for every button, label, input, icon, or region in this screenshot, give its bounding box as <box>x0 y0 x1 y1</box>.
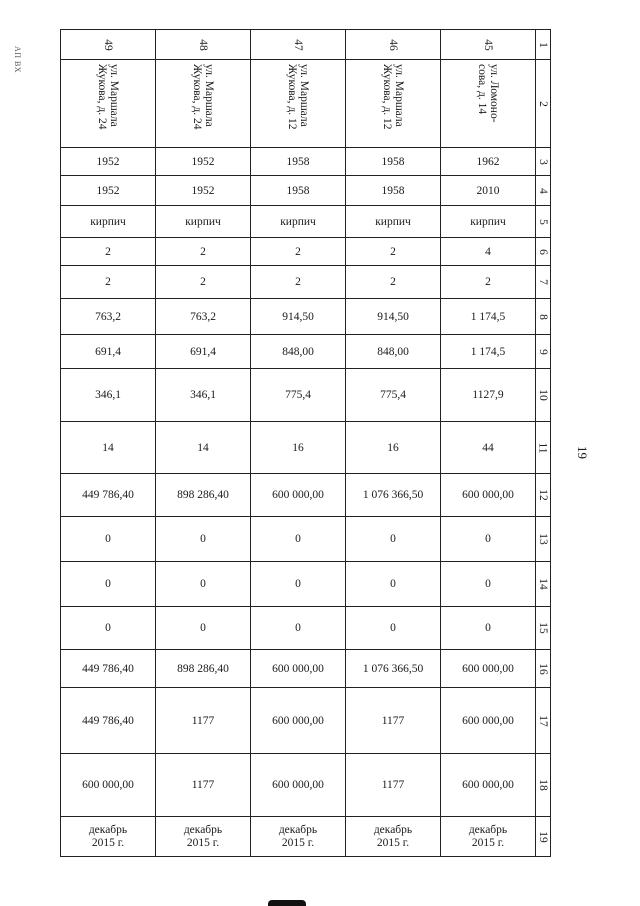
row-index: 8 <box>537 313 549 320</box>
table-cell: 600 000,00 <box>251 688 346 754</box>
address-text <box>381 62 405 146</box>
address-cell <box>346 60 441 148</box>
table-cell: 691,4 <box>156 335 251 369</box>
address-line: ул. Маршала <box>393 63 405 127</box>
table-row-1 <box>61 30 551 60</box>
row-index-cell <box>536 335 551 369</box>
table-cell: 449 786,40 <box>61 650 156 688</box>
column-number-cell <box>441 30 536 60</box>
table-row-14 <box>61 562 551 607</box>
table-cell: кирпич <box>251 206 346 238</box>
table-cell: 1 174,5 <box>441 299 536 335</box>
table-row-18 <box>61 754 551 817</box>
table-row-8 <box>61 299 551 335</box>
repair-date-cell <box>156 817 251 857</box>
table-row-17 <box>61 688 551 754</box>
table-cell: 0 <box>156 517 251 562</box>
row-index-cell <box>536 474 551 517</box>
table-cell: 1952 <box>61 176 156 206</box>
table-cell: 0 <box>156 607 251 650</box>
table-row-15 <box>61 607 551 650</box>
table-cell: 2 <box>251 238 346 266</box>
row-index-cell <box>536 754 551 817</box>
row-index: 6 <box>537 248 549 255</box>
table-cell: 0 <box>251 562 346 607</box>
row-index-cell <box>536 607 551 650</box>
table-cell: 763,2 <box>61 299 156 335</box>
table-cell: 346,1 <box>61 369 156 422</box>
repair-date-line: декабрь <box>278 823 318 836</box>
address-line: сова, д. 14 <box>476 63 488 114</box>
repair-date-line: декабрь <box>468 823 508 836</box>
table-cell: 1127,9 <box>441 369 536 422</box>
table-cell: 775,4 <box>251 369 346 422</box>
binding-mark <box>268 900 306 906</box>
table-cell: 2 <box>61 238 156 266</box>
repair-date-cell <box>346 817 441 857</box>
table-cell: 1962 <box>441 148 536 176</box>
table-cell: кирпич <box>61 206 156 238</box>
column-number-cell <box>61 30 156 60</box>
table-cell: 1177 <box>156 754 251 817</box>
table-cell: 1 076 366,50 <box>346 650 441 688</box>
repair-date-line: декабрь <box>183 823 223 836</box>
table-cell: 848,00 <box>251 335 346 369</box>
table-cell: 1177 <box>346 688 441 754</box>
table-cell: 1958 <box>346 176 441 206</box>
table-row-5 <box>61 206 551 238</box>
table-cell: 691,4 <box>61 335 156 369</box>
table-cell: 600 000,00 <box>251 650 346 688</box>
table-cell: 898 286,40 <box>156 474 251 517</box>
row-index: 2 <box>537 100 549 107</box>
row-index: 15 <box>537 622 549 634</box>
table-row-16 <box>61 650 551 688</box>
row-index-cell <box>536 206 551 238</box>
address-line: Жукова, д. 24 <box>191 63 203 129</box>
row-index: 7 <box>537 279 549 285</box>
repair-date-line: 2015 г. <box>376 836 410 849</box>
column-number: 46 <box>387 38 399 51</box>
table-cell: кирпич <box>346 206 441 238</box>
address-cell <box>441 60 536 148</box>
table-cell: 0 <box>61 517 156 562</box>
address-text <box>96 62 120 146</box>
row-index: 16 <box>537 662 549 675</box>
repair-date-line: 2015 г. <box>281 836 315 849</box>
address-line: Жукова, д. 24 <box>96 63 108 129</box>
table-cell: 0 <box>61 562 156 607</box>
address-line: Жукова, д. 12 <box>381 63 393 129</box>
column-number: 48 <box>197 38 209 51</box>
column-number-cell <box>346 30 441 60</box>
address-line: ул. Маршала <box>203 63 215 127</box>
table-cell: 600 000,00 <box>251 754 346 817</box>
table-row-12 <box>61 474 551 517</box>
table-row-4 <box>61 176 551 206</box>
table-cell: 2 <box>346 238 441 266</box>
row-index-cell <box>536 688 551 754</box>
row-index: 5 <box>537 218 549 225</box>
repair-date-cell <box>251 817 346 857</box>
table-cell: 2 <box>61 266 156 299</box>
table-cell: 2 <box>156 266 251 299</box>
row-index: 11 <box>536 441 549 454</box>
table-cell: 0 <box>346 517 441 562</box>
row-index-cell <box>536 817 551 857</box>
column-number-cell <box>156 30 251 60</box>
table-cell: кирпич <box>441 206 536 238</box>
table-cell: 1958 <box>251 176 346 206</box>
table-cell: 44 <box>441 422 536 474</box>
table-cell: 600 000,00 <box>441 754 536 817</box>
table-row-7 <box>61 266 551 299</box>
row-index: 9 <box>537 348 549 355</box>
row-index: 12 <box>537 489 549 501</box>
table-cell: кирпич <box>156 206 251 238</box>
address-line: ул. Ломоно- <box>488 63 500 123</box>
table-cell: 0 <box>346 607 441 650</box>
row-index: 13 <box>537 533 549 545</box>
table-cell: 16 <box>346 422 441 474</box>
table-row-10 <box>61 369 551 422</box>
table-row-11 <box>61 422 551 474</box>
table-row-3 <box>61 148 551 176</box>
row-index: 1 <box>537 41 549 48</box>
row-index: 17 <box>537 714 549 727</box>
table-cell: 914,50 <box>346 299 441 335</box>
corner-mark: АП ВХ <box>13 46 22 73</box>
table-cell: 1952 <box>61 148 156 176</box>
row-index: 4 <box>537 187 549 194</box>
table-cell: 4 <box>441 238 536 266</box>
table-cell: 1 174,5 <box>441 335 536 369</box>
address-text <box>286 62 310 146</box>
table-cell: 848,00 <box>346 335 441 369</box>
table-cell: 2010 <box>441 176 536 206</box>
table-cell: 1958 <box>346 148 441 176</box>
table-cell: 449 786,40 <box>61 688 156 754</box>
row-index-cell <box>536 562 551 607</box>
table-cell: 0 <box>251 607 346 650</box>
table-cell: 0 <box>156 562 251 607</box>
row-index-cell <box>536 176 551 206</box>
table-cell: 346,1 <box>156 369 251 422</box>
row-index-cell <box>536 148 551 176</box>
row-index-cell <box>536 650 551 688</box>
table-cell: 1958 <box>251 148 346 176</box>
row-index: 14 <box>537 578 549 590</box>
table-cell: 914,50 <box>251 299 346 335</box>
row-index-cell <box>536 517 551 562</box>
table-cell: 0 <box>61 607 156 650</box>
column-number: 49 <box>102 38 114 51</box>
table-cell: 1952 <box>156 176 251 206</box>
row-index-cell <box>536 60 551 148</box>
column-number-cell <box>251 30 346 60</box>
address-line: ул. Маршала <box>298 63 310 127</box>
row-index-cell <box>536 30 551 60</box>
table-row-2 <box>61 60 551 148</box>
repair-date-cell <box>441 817 536 857</box>
repair-date-cell <box>61 817 156 857</box>
repair-date-line: декабрь <box>373 823 413 836</box>
page-number: 19 <box>575 446 590 459</box>
table-row-6 <box>61 238 551 266</box>
table-cell: 16 <box>251 422 346 474</box>
address-line: Жукова, д. 12 <box>286 63 298 129</box>
address-line: ул. Маршала <box>108 63 120 127</box>
table-cell: 2 <box>346 266 441 299</box>
table-cell: 2 <box>251 266 346 299</box>
table-cell: 0 <box>441 607 536 650</box>
repair-date-line: декабрь <box>88 823 128 836</box>
row-index: 18 <box>537 779 549 791</box>
table-cell: 0 <box>251 517 346 562</box>
table-cell: 898 286,40 <box>156 650 251 688</box>
table-cell: 1952 <box>156 148 251 176</box>
table-cell: 600 000,00 <box>251 474 346 517</box>
table-cell: 0 <box>441 562 536 607</box>
table-cell: 14 <box>156 422 251 474</box>
table-cell: 775,4 <box>346 369 441 422</box>
table-cell: 1 076 366,50 <box>346 474 441 517</box>
address-cell <box>251 60 346 148</box>
table-row-9 <box>61 335 551 369</box>
row-index-cell <box>536 369 551 422</box>
row-index-cell <box>536 266 551 299</box>
row-index-cell <box>536 299 551 335</box>
table-cell: 600 000,00 <box>441 474 536 517</box>
column-number: 47 <box>292 38 304 51</box>
table-cell: 763,2 <box>156 299 251 335</box>
table-row-19 <box>61 817 551 857</box>
repair-date-line: 2015 г. <box>186 836 220 849</box>
table-cell: 0 <box>346 562 441 607</box>
table-cell: 1177 <box>156 688 251 754</box>
table-cell: 0 <box>441 517 536 562</box>
address-text <box>191 62 215 146</box>
table-cell: 600 000,00 <box>441 650 536 688</box>
row-index: 10 <box>537 389 549 401</box>
repair-date-line: 2015 г. <box>471 836 505 849</box>
row-index: 19 <box>537 830 549 843</box>
table-cell: 1177 <box>346 754 441 817</box>
table-cell: 2 <box>156 238 251 266</box>
address-cell <box>156 60 251 148</box>
row-index-cell <box>536 238 551 266</box>
table-cell: 14 <box>61 422 156 474</box>
column-number: 45 <box>482 38 494 51</box>
table-cell: 449 786,40 <box>61 474 156 517</box>
address-text <box>476 62 500 146</box>
table-row-13 <box>61 517 551 562</box>
apartment-buildings-table <box>60 29 551 857</box>
row-index: 3 <box>537 158 549 165</box>
table-cell: 600 000,00 <box>61 754 156 817</box>
table-cell: 2 <box>441 266 536 299</box>
repair-date-line: 2015 г. <box>91 836 125 849</box>
address-cell <box>61 60 156 148</box>
table-cell: 600 000,00 <box>441 688 536 754</box>
row-index-cell <box>536 422 551 474</box>
